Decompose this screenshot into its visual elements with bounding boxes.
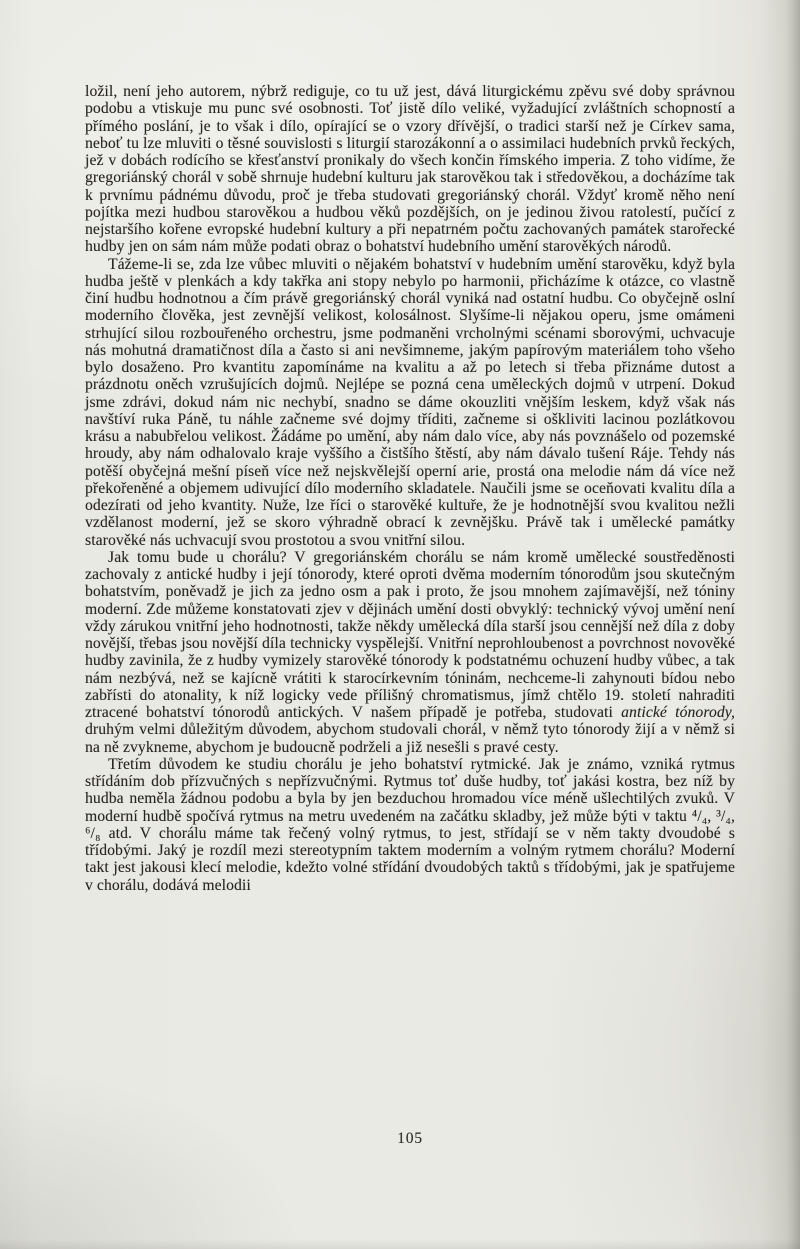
paragraph: ložil, není jeho autorem, nýbrž rediguje, co tu už jest, dává liturgickému zpěvu své doby správnou podobu a vtiskuje mu punc své osobnosti. Toť jistě dílo veliké, vyžadující zvláštních schopností a přímého poslání, je to však i dílo, opírající se o vzory dřívější, o tradici starší než je Církev sama, neboť tu lze mluviti o těsné souvislosti s liturgií starozákonní a o assimilaci hudebních prvků řeckých, jež v dobách rodícího se křesťanství pronikaly do všech končin římského imperia. Z toho vidíme, že gregoriánský chorál v sobě shrnuje hudební kulturu jak starověkou tak i středověkou, a docházíme tak k prvnímu pádnému důvodu, proč je třeba studovati gregoriánský chorál. Vždyť kromě něho není pojítka mezi hudbou starověkou a hudbou věků pozdějších, on je jedinou živou ratolestí, pučící z nejstaršího kořene evropské hudební kultury a při nepatrném počtu zachovaných památek starořecké hudby jen on sám nám může podati obraz o bohatství hudebního umění starověkých národů. [85, 83, 735, 256]
paragraph: Tážeme-li se, zda lze vůbec mluviti o nějakém bohatství v hudebním umění starověku, když byla hudba ještě v plenkách a kdy takřka ani stopy nebylo po harmonii, přicházíme k otázce, co vlastně činí hudbu hodnotnou a čím právě gregoriánský chorál vyniká nad ostatní hudbu. Co obyčejně oslní moderního člověka, jest zevnější velikost, kolosálnost. Slyšíme-li nějakou operu, jsme omámeni strhující silou rozbouřeného orchestru, jsme podmaněni vrcholnými scénami sborovými, uchvacuje nás mohutná dramatičnost díla a často si ani nevšimneme, jakým papírovým materiálem toho všeho bylo dosaženo. Pro kvantitu zapomínáme na kvalitu a až po letech si třeba přiznáme dutost a prázdnotu oněch vzrušujících dojmů. Nejlépe se pozná cena uměleckých dojmů v utrpení. Dokud jsme zdrávi, dokud nám nic nechybí, snadno se dáme okouzliti vnějším leskem, když však nás navštíví ruka Páně, tu náhle začneme své dojmy tříditi, začneme si oškliviti lacinou pozlátkovou krásu a nabubřelou velikost. Žádáme po umění, aby nám dalo více, aby nás povznášelo od pozemské hroudy, aby nám odhalovalo kraje vyššího a čistšího štěstí, aby nám dávalo tušení Ráje. Tehdy nás potěší obyčejná mešní píseň více než nejskvělejší operní arie, prostá ona melodie nám dá více než překořeněné a objemem udivující dílo moderního skladatele. Naučili jsme se oceňovati kvalitu díla a odezírati od jeho kvantity. Nuže, lze říci o starověké kultuře, že je hodnotnější svou kvalitou nežli vzdělanost moderní, jež se skoro výhradně obrací k zevnějšku. Právě tak i umělecké památky starověké nás uchvacují svou prostotou a svou vnitřní silou. [85, 255, 735, 549]
scan-edge-shadow [786, 0, 800, 1249]
italic-phrase: antické tónorody, [621, 704, 735, 721]
paragraph: Třetím důvodem ke studiu chorálu je jeho bohatství rytmické. Jak je známo, vzniká rytmus střídáním dob přízvučných s nepřízvučnými. Rytmus toť duše hudby, toť jakási kostra, bez níž by hudba neměla žádnou podobu a byla by jen bezduchou hromadou více méně ušlechtilých zvuků. V moderní hudbě spočívá rytmus na metru uvedeném na začátku skladby, jež může býti v taktu ⁴/₄, ³/₄, ⁶/₈ atd. V chorálu máme tak řečený volný rytmus, to jest, střídají se v něm takty dvoudobé s třídobými. Jaký je rozdíl mezi stereotypním taktem moderním a volným rytmem chorálu? Moderní takt jest jakousi klecí melodie, kdežto volné střídání dvoudobých taktů s třídobými, jak je spatřujeme v chorálu, dodává melodii [85, 755, 735, 894]
paragraph-text-post-italic: druhým velmi důležitým důvodem, abychom studovali chorál, v němž tyto tónorody žijí a v němž si na ně zvykneme, abychom je budoucně podrželi a již nesešli s pravé cesty. [85, 721, 735, 756]
paragraph-text-pre-italic: Jak tomu bude u chorálu? V gregoriánském chorálu se nám kromě umělecké soustředěnosti zachovaly z antické hudby i její tónorody, které oproti dvěma moderním tónorodům jsou skutečným bohatstvím, poněvadž je jich za jedno osm a pak i proto, že jsou mnohem zajímavější, než tóniny moderní. Zde můžeme konstatovati zjev v dějinách umění dosti obvyklý: technický vývoj umění není vždy zárukou vnitřní jeho hodnotnosti, takže někdy umělecká díla starší jsou cennější než díla z doby novější, třebas jsou novější díla technicky vyspělejší. Vnitřní neprohloubenost a povrchnost novověké hudby zavinila, že z hudby vymizely starověké tónorody k podstatnému ochuzení hudby vůbec, a tak nám nezbývá, než se kajícně vrátiti k starocírkevním tóninám, nechceme-li zahynouti bídou nebo zabřísti do atonality, k níž logicky vede přílišný chromatismus, jímž chtělo 19. století nahraditi ztracené bohatství tónorodů antických. V našem případě je potřeba, studovati [85, 548, 735, 721]
page-text [85, 83, 735, 894]
scan-edge-shadow [0, 1239, 800, 1249]
page-number: 105 [397, 1130, 423, 1147]
paragraph [85, 549, 735, 756]
